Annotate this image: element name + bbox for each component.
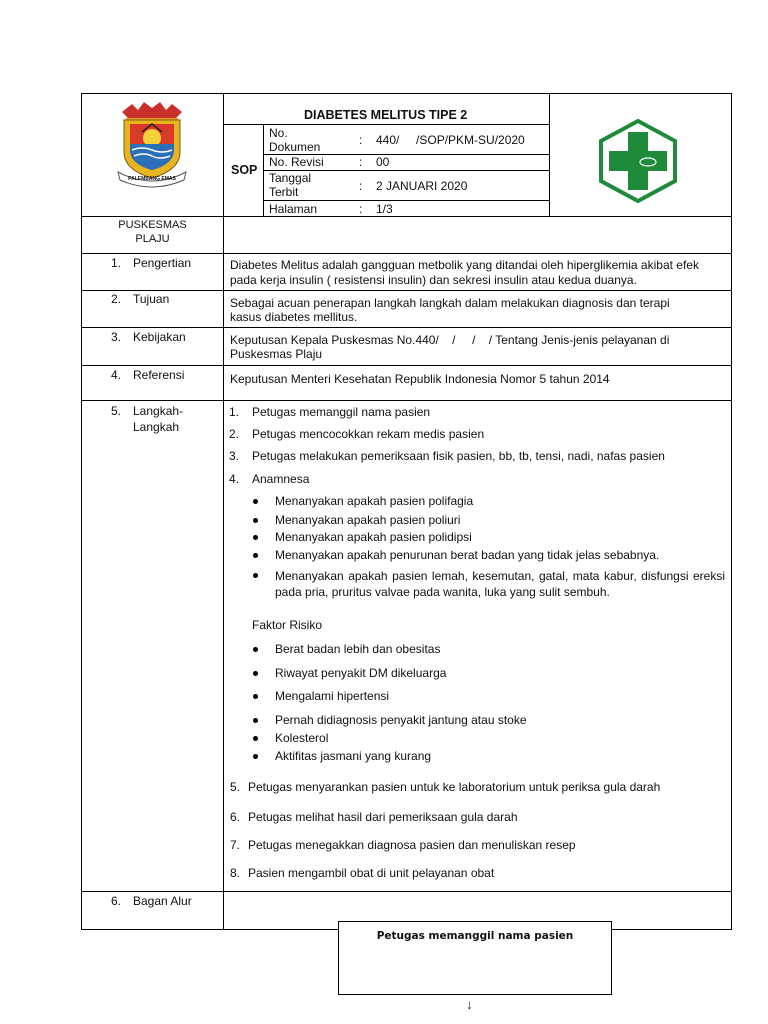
bullet-icon: [253, 694, 258, 699]
meta-label-date: Tanggal: [269, 171, 312, 185]
faktor-item-6: Aktifitas jasmani yang kurang: [275, 749, 432, 763]
step-8-text: Pasien mengambil obat di unit pelayanan obat: [248, 866, 495, 880]
section-6-label: Bagan Alur: [133, 894, 192, 908]
faktor-item-3: Mengalami hipertensi: [275, 689, 390, 703]
tujuan-line-2: kasus diabetes mellitus.: [230, 310, 358, 324]
faktor-item-2: Riwayat penyakit DM dikeluarga: [275, 666, 447, 680]
step-4-num: 4.: [229, 472, 240, 486]
flow-box-1: [338, 921, 612, 995]
faktor-title: Faktor Risiko: [252, 618, 323, 632]
meta-value-doc: 440/ /SOP/PKM-SU/2020: [376, 133, 525, 147]
section-2-num: 2.: [111, 292, 122, 306]
step-2-text: Petugas mencocokkan rekam medis pasien: [252, 427, 485, 441]
bullet-icon: [253, 718, 258, 723]
step-6-text: Petugas melihat hasil dari pemeriksaan gula darah: [248, 810, 518, 824]
step-8-num: 8.: [230, 866, 241, 880]
health-cross-icon: [595, 118, 681, 204]
step-1-num: 1.: [229, 405, 240, 419]
kebijakan-line-2: Puskesmas Plaju: [230, 347, 323, 361]
referensi-line-1: Keputusan Menteri Kesehatan Republik Indonesia Nomor 5 tahun 2014: [230, 372, 610, 386]
meta-value-page: 1/3: [376, 202, 393, 216]
bullet-icon: [253, 499, 258, 504]
logo-banner-text: PALEMBANG EMAS: [128, 176, 176, 182]
meta-label-doc: No.: [269, 126, 288, 140]
anamnesa-item-2: Menanyakan apakah pasien poliuri: [275, 513, 461, 527]
bullet-icon: [253, 754, 258, 759]
faktor-item-4: Pernah didiagnosis penyakit jantung atau stoke: [275, 713, 527, 727]
bullet-icon: [253, 535, 258, 540]
bullet-icon: [253, 736, 258, 741]
step-1-text: Petugas memanggil nama pasien: [252, 405, 431, 419]
doc-title: DIABETES MELITUS TIPE 2: [304, 108, 468, 122]
anamnesa-item-5: Menanyakan apakah pasien lemah, kesemutan, gatal, mata kabur, disfungsi ereksi pada pria, pruritus valvae pada wanita, luka yang sulit sembuh.: [275, 569, 725, 599]
section-3-num: 3.: [111, 330, 122, 344]
section-5-num: 5.: [111, 404, 122, 418]
pengertian-line-1: Diabetes Melitus adalah gangguan metbolik yang ditandai oleh hiperglikemia akibat efek: [230, 258, 699, 272]
step-7-text: Petugas menegakkan diagnosa pasien dan menuliskan resep: [248, 838, 576, 852]
step-6-num: 6.: [230, 810, 241, 824]
faktor-item-5: Kolesterol: [275, 731, 329, 745]
pengertian-line-2: pada kerja insulin ( resistensi insulin) dan sekresi insulin atau kedua duanya.: [230, 273, 637, 287]
bullet-icon: [253, 518, 258, 523]
org-location: PLAJU: [135, 233, 170, 245]
step-3-num: 3.: [229, 449, 240, 463]
meta-value-rev: 00: [376, 155, 390, 169]
flow-box-1-text: Petugas memanggil nama pasien: [376, 930, 574, 942]
section-4-num: 4.: [111, 368, 122, 382]
section-6-num: 6.: [111, 894, 122, 908]
step-2-num: 2.: [229, 427, 240, 441]
meta-sep-rev: :: [359, 155, 363, 169]
meta-label-date-2: Terbit: [269, 185, 299, 199]
meta-value-date: 2 JANUARI 2020: [376, 179, 468, 193]
bullet-icon: [253, 671, 258, 676]
kebijakan-line-1: Keputusan Kepala Puskesmas No.440/ / / / Tentang Jenis-jenis pelayanan di: [230, 333, 670, 347]
tujuan-line-1: Sebagai acuan penerapan langkah langkah dalam melakukan diagnosis dan terapi: [230, 296, 670, 310]
bullet-icon: [253, 573, 258, 578]
faktor-item-1: Berat badan lebih dan obesitas: [275, 642, 441, 656]
section-5-label-2: Langkah: [133, 420, 180, 434]
anamnesa-item-3: Menanyakan apakah pasien polidipsi: [275, 530, 472, 544]
meta-label-doc-2: Dokumen: [269, 140, 321, 154]
meta-sep-page: :: [359, 202, 363, 216]
step-7-num: 7.: [230, 838, 241, 852]
anamnesa-item-1: Menanyakan apakah pasien polifagia: [275, 494, 474, 508]
bullet-icon: [253, 553, 258, 558]
anamnesa-item-4: Menanyakan apakah penurunan berat badan yang tidak jelas sebabnya.: [275, 548, 660, 562]
org-name: PUSKESMAS: [118, 219, 187, 231]
step-5-text: Petugas menyarankan pasien untuk ke laboratorium untuk periksa gula darah: [248, 780, 661, 794]
section-5-label: Langkah-: [133, 404, 184, 418]
bullet-icon: [253, 647, 258, 652]
step-3-text: Petugas melakukan pemeriksaan fisik pasien, bb, tb, tensi, nadi, nafas pasien: [252, 449, 665, 463]
step-5-num: 5.: [230, 780, 241, 794]
meta-label-page: Halaman: [269, 202, 318, 216]
meta-label-rev: No. Revisi: [269, 155, 324, 169]
flow-arrow-icon: ↓: [466, 996, 473, 1012]
step-4-text: Anamnesa: [252, 472, 310, 486]
meta-sep-doc: :: [359, 133, 363, 147]
section-4-label: Referensi: [133, 368, 185, 382]
meta-sep-date: :: [359, 179, 363, 193]
sop-label: SOP: [231, 163, 258, 177]
section-1-label: Pengertian: [133, 256, 192, 270]
city-logo: [114, 98, 190, 188]
section-2-label: Tujuan: [133, 292, 170, 306]
section-1-num: 1.: [111, 256, 122, 270]
section-3-label: Kebijakan: [133, 330, 186, 344]
